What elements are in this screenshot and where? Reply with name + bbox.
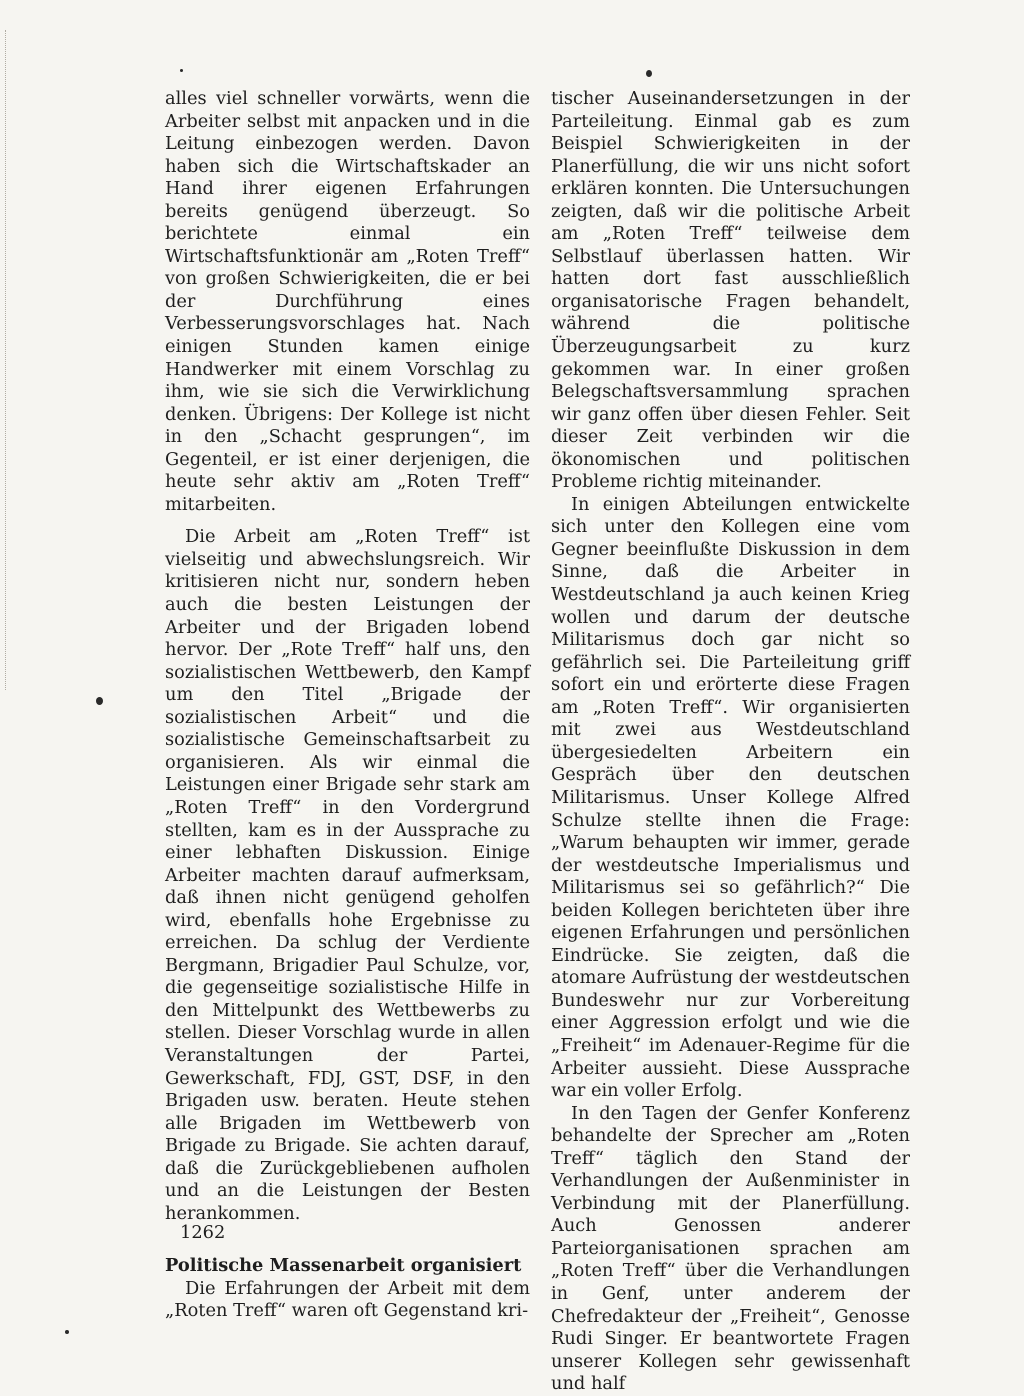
left-paragraph-2: Die Arbeit am „Roten Treff“ ist vielseitig und abwechslungsreich. Wir kritisieren nicht nur, sondern heben auch die besten Leistungen der Arbeiter und der Brigaden lobend hervor. Der „Rote Treff“ half uns, den sozialistischen Wettbewerb, den Kampf um den Titel „Brigade der sozialistischen Arbeit“ und die sozialistische Gemeinschaftsarbeit zu organisieren. Als wir einmal die Leistungen einer Brigade sehr stark am „Roten Treff“ in den Vordergrund stellten, kam es in der Aussprache zu einer lebhaften Diskussion. Einige Arbeiter machten darauf aufmerksam, daß ihnen nicht genügend geholfen wird, ebenfalls hohe Ergebnisse zu erreichen. Da schlug der Verdiente Bergmann, Brigadier Paul Schulze, vor, die gegenseitige sozialistische Hilfe in den Mittelpunkt des Wettbewerbs zu stellen. Dieser Vorschlag wurde in allen Veranstaltungen der Partei, Gewerkschaft, FDJ, GST, DSF, in den Brigaden usw. beraten. Heute stehen alle Brigaden im Wettbewerb von Brigade zu Brigade. Sie achten darauf, daß die Zurückgebliebenen aufholen und an die Leistungen der Besten herankommen. [165,526,530,1224]
left-paragraph-3: Die Erfahrungen der Arbeit mit dem „Roten Treff“ waren oft Gegenstand kri- [165,1277,530,1322]
section-heading: Politische Massenarbeit organisiert [165,1255,522,1277]
right-paragraph-2: In einigen Abteilungen entwickelte sich unter den Kollegen eine vom Gegner beeinflußte Diskussion in dem Sinne, daß die Arbeiter in Westdeutschland ja auch keinen Krieg wollen und darum der deutsche Militarismus doch gar nicht so gefährlich sei. Die Parteileitung griff sofort ein und erörterte diese Fragen am „Roten Treff“. Wir organisierten mit zwei aus Westdeutschland übergesiedelten Arbeitern ein Gespräch über den deutschen Militarismus. Unser Kollege Alfred Schulze stellte ihnen die Frage: „Warum behaupten wir immer, gerade der westdeutsche Imperialismus und Militarismus sei so gefährlich?“ Die beiden Kollegen berichteten über ihre eigenen Erfahrungen und persönlichen Eindrücke. Sie zeigten, daß die atomare Aufrüstung der westdeutschen Bundeswehr nur zur Vorbereitung einer Aggression erfolgt und wie die „Freiheit“ im Adenauer-Regime für die Arbeiter aussieht. Diese Aussprache war ein voller Erfolg. [551,493,910,1102]
right-column [551,88,910,1396]
left-paragraph-1: alles viel schneller vorwärts, wenn die Arbeiter selbst mit anpacken und in die Leitung einbezogen werden. Davon haben sich die Wirtschaftskader an Hand ihrer eigenen Erfahrungen bereits genügend überzeugt. So berichtete einmal ein Wirtschaftsfunktionär am „Roten Treff“ von großen Schwierigkeiten, die er bei der Durchführung eines Verbesserungsvorschlages hat. Nach einigen Stunden kamen einige Handwerker mit einem Vorschlag zu ihm, wie sie sich die Verwirklichung denken. Übrigens: Der Kollege ist nicht in den „Schacht gesprungen“, im Gegenteil, er ist einer derjenigen, die heute sehr aktiv am „Roten Treff“ mitarbeiten. [165,88,530,515]
speck-mark [96,697,103,705]
speck-mark [646,70,652,77]
left-column [165,88,530,1323]
scan-edge-marks [5,30,8,690]
right-paragraph-3: In den Tagen der Genfer Konferenz behandelte der Sprecher am „Roten Treff“ täglich den Stand der Verhandlungen der Außenminister in Verbindung mit der Planerfüllung. Auch Genossen anderer Parteiorganisationen sprachen am „Roten Treff“ über die Verhandlungen in Genf, unter anderem der Chefredakteur der „Freiheit“, Genosse Rudi Singer. Er beantwortete Fragen unserer Kollegen sehr gewissenhaft und half [551,1102,910,1395]
page-number: 1262 [180,1222,226,1243]
speck-mark [65,1330,69,1334]
speck-mark [180,69,183,72]
right-paragraph-1: tischer Auseinandersetzungen in der Parteileitung. Einmal gab es zum Beispiel Schwierigkeiten in der Planerfüllung, die wir uns nicht sofort erklären konnten. Die Untersuchungen zeigten, daß wir die politische Arbeit am „Roten Treff“ teilweise dem Selbstlauf überlassen hatten. Wir hatten dort fast ausschließlich organisatorische Fragen behandelt, während die politische Überzeugungsarbeit zu kurz gekommen war. In einer großen Belegschaftsversammlung sprachen wir ganz offen über diesen Fehler. Seit dieser Zeit verbinden wir die ökonomischen und politischen Probleme richtig miteinander. [551,88,910,493]
